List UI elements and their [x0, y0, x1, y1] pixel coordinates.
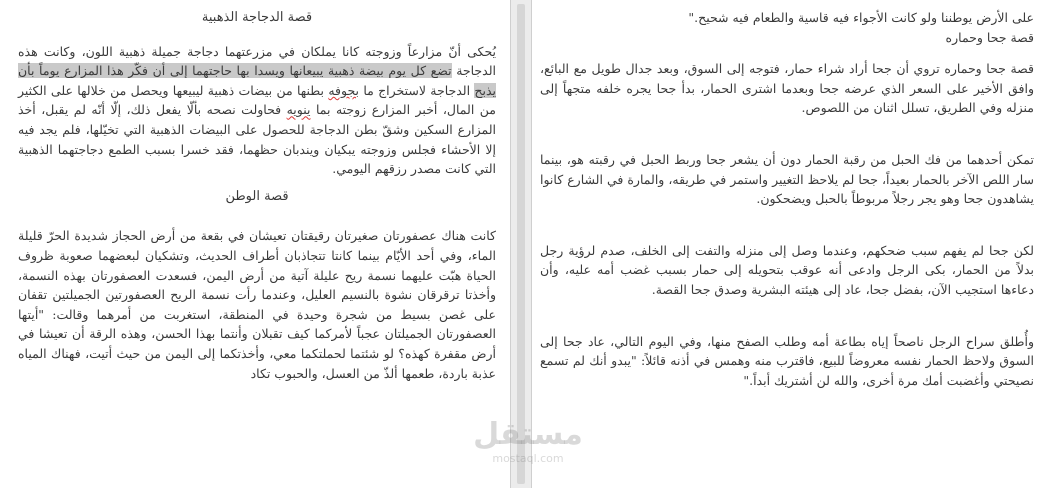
juha-paragraph-2[interactable]: تمكن أحدهما من فك الحبل من رقبة الحمار دون أن يشعر جحا وربط الحبل في رقبته هو، بينما سار اللص الآخر بالحمار بعيداً، جحا لم يلاحظ التغيير واستمر في طريقه، والمارة في الشارع كانوا يشاهدون جحا وهو يجر رجلاً مربوطاً بالحبل ويضحكون.	[540, 151, 1034, 207]
watermark-logo-arabic: مستقل	[473, 417, 583, 452]
juha-paragraph-1[interactable]: قصة جحا وحماره تروي أن جحا أراد شراء حمار، فتوجه إلى السوق، وبعد جدال طويل مع البائع، وافق الأخير على السعر الذي عرضه جحا وبعدما اشترى الحمار، بدأ جحا يجره خلفه متجهاً إلى منزله وفي الطريق، تسلل اثنان من اللصوص.	[540, 61, 1034, 116]
paragraph-text: فحاولت نصحه بألّا يفعل ذلك، إلّا أنّه لم يقبل، أخذ المزارع السكين وشقّ بطن الدجاجة للحصول على البيضات الذهبية التي تخيّلها، فلم يجد فيه إلا الأحشاء فجلس وزوجته يبكيان ويندبان حظهما، فقد خسرا بسبب الطمع دجاجتهما الذهبية التي كانت مصدر رزقهم اليومي.	[18, 102, 496, 177]
paragraph-text: بطنها من بيضات ذهبية ليبيعها ويحصل من خلالها على الكثير من المال، أخبر المزارع زوجته بما	[18, 82, 496, 118]
juha-paragraph-4[interactable]: وأُطلق سراح الرجل ناصحاً إياه بطاعة أمه وطلب الصفح منها، وفي اليوم التالي، عاد جحا إلى السوق ولاحظ الحمار نفسه معروضاً للبيع، فاقترب منه وهمس في أذنه قائلاً: "يبدو أنك لم تسمع نصيحتي وأغضبت أمك مرة أخرى، والله لن أشتريك أبداً."	[540, 333, 1034, 388]
golden-hen-title: قصة الدجاجة الذهبية	[201, 10, 313, 25]
paragraph-text: يُحكى أنّ مزارعاً وزوجته كانا يملكان في مزرعتهما دجاجة جميلة ذهبية اللون، وكانت هذه الدجاجة	[18, 43, 496, 79]
right-text-column	[540, 0, 1034, 390]
right-document-page[interactable]	[532, 0, 1044, 488]
selected-text[interactable]: تضع كل يوم بيضة ذهبية يبيعانها ويسدا بها حاجتهما إلى أن فكّر هذا المزارع يوماً بأن يذبح	[18, 63, 496, 98]
mostaql-watermark	[468, 418, 588, 478]
spelling-error-word[interactable]: بجوفه	[328, 82, 360, 98]
paragraph-text: الدجاجة لاستخراج ما	[363, 82, 471, 98]
golden-hen-paragraph[interactable]	[18, 42, 496, 179]
juha-donkey-title: قصة جحا وحماره	[945, 29, 1034, 45]
left-text-column	[18, 0, 496, 383]
homeland-paragraph-end[interactable]: على الأرض يوطننا ولو كانت الأجواء فيه قاسية والطعام فيه شحيح."	[688, 10, 1034, 25]
homeland-title: قصة الوطن	[225, 188, 289, 204]
left-document-page[interactable]	[0, 0, 510, 488]
scrollbar-thumb[interactable]	[517, 4, 525, 484]
juha-paragraph-3[interactable]: لكن جحا لم يفهم سبب ضحكهم، وعندما وصل إلى منزله والتفت إلى الخلف، صدم لرؤية رجل بدلاً من الحمار، بكى الرجل وادعى أنه عوقب بتحويله إلى حمار بسبب غضب أمه عليه، وأن دعاءها استجيب الآن، بفضل جحا، عاد إلى هيئته البشرية وصدق جحا القصة.	[540, 242, 1034, 297]
page-divider-scrollbar[interactable]	[510, 0, 532, 488]
watermark-logo-latin: mostaql.com	[492, 452, 564, 465]
spelling-error-word[interactable]: ينويه	[286, 102, 311, 118]
homeland-paragraph[interactable]: كانت هناك عصفورتان صغيرتان رقيقتان تعيشان في بقعة من أرض الحجاز شديدة الحرّ قليلة الماء، وفي أحد الأيّام بينما كانتا تتجاذبان أطراف الحديث، وتشكيان لبعضهما صعوبة ظروف الحياة هبّت عليهما نسمة ريح عليلة آتية من أرض اليمن، فسعدت العصفورتان بهذه النسمة، وأخذتا ترقرقان نشوة بالنسيم العليل، وعندما رأت نسمة الريح العصفورتين الجميلتين تقفان على غصن بسيط من شجرة وحيدة في المنطقة، استغربت من أمرهما وقالت: "أيتها العصفورتان الجميلتان عجباً لأمركما كيف تقبلان وأنتما بهذا الحسن، وهذه الرقة أن تعيشا في أرض مقفرة كهذه؟ لو شئتما لحملتكما معي، وأخذتكما إلى اليمن من حيث أتيت، فهناك المياه عذبة باردة، طعمها ألذّ من العسل، والحبوب تكاد	[18, 228, 496, 381]
